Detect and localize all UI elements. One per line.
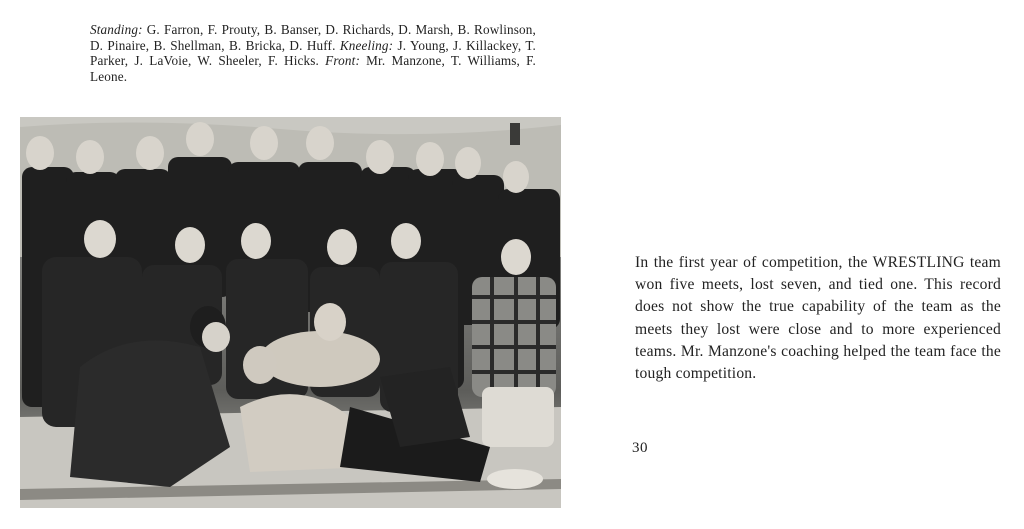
kneeling-label: Kneeling: [339, 37, 394, 53]
team-photo-illustration [20, 117, 561, 508]
article-paragraph: In the first year of competition, the WRESTLING team won five meets, lost seven, and tied one. This record does not show the true capability of the team as the meets they lost were close and to more experienced teams. Mr. Manzone's coaching helped the team face the tough competition. [635, 254, 1001, 383]
kneeling-names: J. Young, J. Killackey, T. Parker, J. LaVoie, W. Sheeler, F. Hicks. [90, 37, 536, 68]
standing-names: G. Farron, F. Prouty, B. Banser, D. Richards, D. Marsh, B. Rowlinson, D. Pinaire, B. Shellman, B. Bricka, D. Huff. [90, 22, 536, 53]
standing-label: Standing: [90, 22, 143, 37]
photo-caption [90, 22, 536, 84]
team-photo [20, 117, 561, 508]
front-label: Front: [325, 53, 360, 68]
front-names: Mr. Manzone, T. Williams, F. Leone. [90, 53, 536, 84]
page-number: 30 [632, 440, 648, 456]
